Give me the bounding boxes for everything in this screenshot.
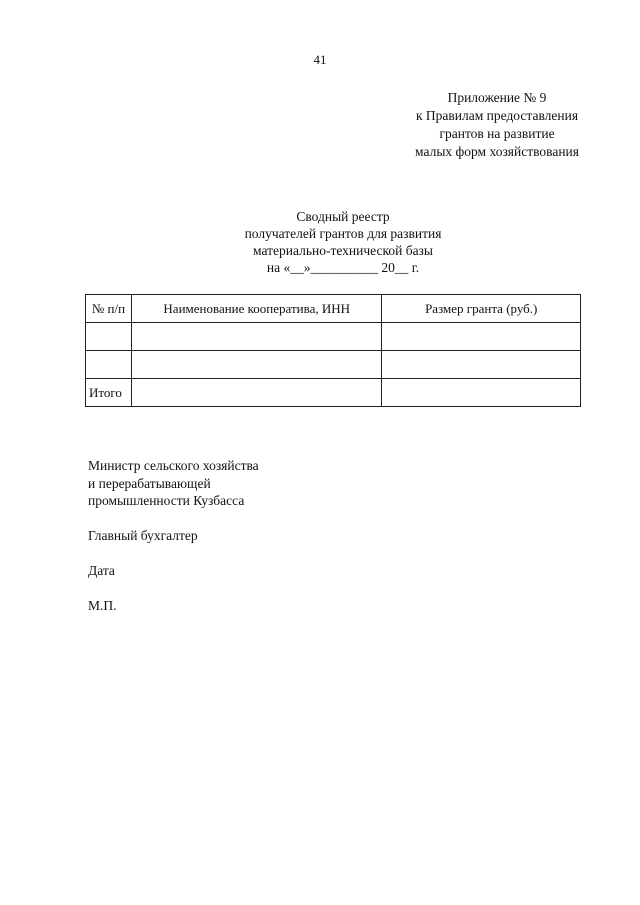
title-line: на «__»__________ 20__ г. [266,260,420,275]
table-total-row [86,379,581,407]
table-cell [382,351,581,379]
title-line: Сводный реестр [296,209,390,224]
total-label-cell: Итого [86,379,132,407]
minister-title-line: промышленности Кузбасса [88,493,245,508]
table-row [86,351,581,379]
table-cell [131,323,381,351]
table-cell [131,379,381,407]
table-cell [382,379,581,407]
minister-title-line: и перерабатывающей [88,475,211,491]
stamp-label: М.П. [88,598,117,613]
table-row [86,323,581,351]
column-header-grant-size: Размер гранта (руб.) [382,295,581,323]
document-title [0,208,640,276]
title-line: материально-технической базы [253,243,433,258]
table-cell [131,351,381,379]
appendix-line: грантов на развитие [439,126,555,141]
appendix-line: к Правилам предоставления [415,108,579,123]
signature-block [88,457,259,615]
column-header-number: № п/п [86,295,132,323]
title-line: получателей грантов для развития [244,226,442,241]
table-header-row [86,295,581,323]
column-header-cooperative: Наименование кооператива, ИНН [131,295,381,323]
minister-title-line: Министр сельского хозяйства [88,458,259,473]
chief-accountant-label: Главный бухгалтер [88,528,198,543]
table-cell [86,351,132,379]
table-cell [382,323,581,351]
appendix-heading [415,89,579,161]
appendix-line: малых форм хозяйствования [415,144,579,159]
appendix-line: Приложение № 9 [447,90,547,105]
date-label: Дата [88,563,115,578]
page-number: 41 [313,52,327,67]
registry-table [85,294,581,407]
table-cell [86,323,132,351]
